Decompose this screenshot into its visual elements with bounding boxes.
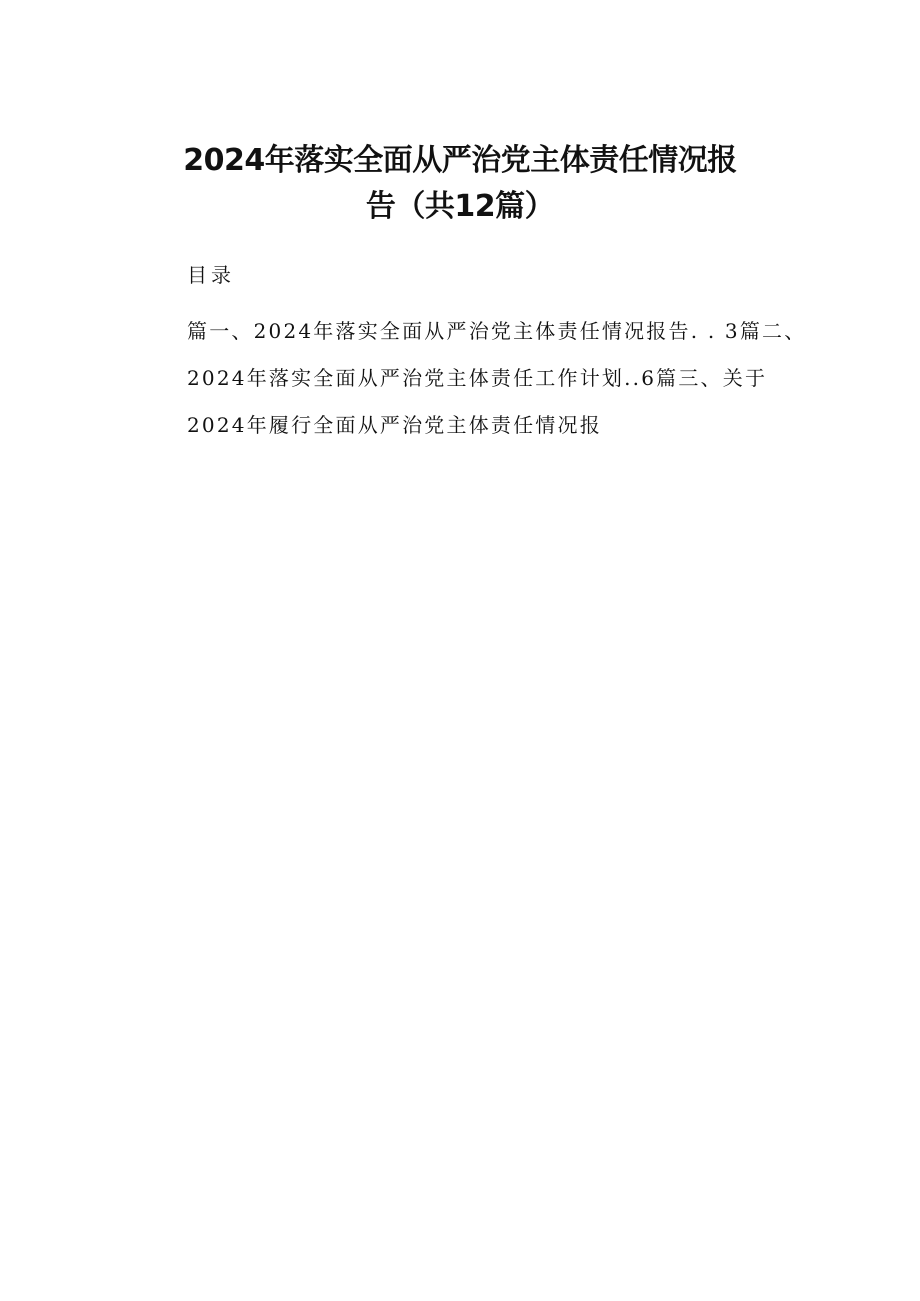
toc-line-2[interactable]: 2024年落实全面从严治党主体责任工作计划..6篇三、关于 (187, 366, 768, 390)
document-title-line-2: 告（共12篇） (365, 189, 555, 224)
toc-line-1[interactable]: 篇一、2024年落实全面从严治党主体责任情况报告. . 3篇二、 (187, 319, 807, 343)
table-of-contents (187, 308, 807, 449)
document-title (150, 138, 770, 230)
document-title-line-1: 2024年落实全面从严治党主体责任情况报 (183, 143, 737, 178)
toc-line-3[interactable]: 2024年履行全面从严治党主体责任情况报 (187, 413, 602, 437)
toc-heading: 目录 (187, 263, 235, 287)
